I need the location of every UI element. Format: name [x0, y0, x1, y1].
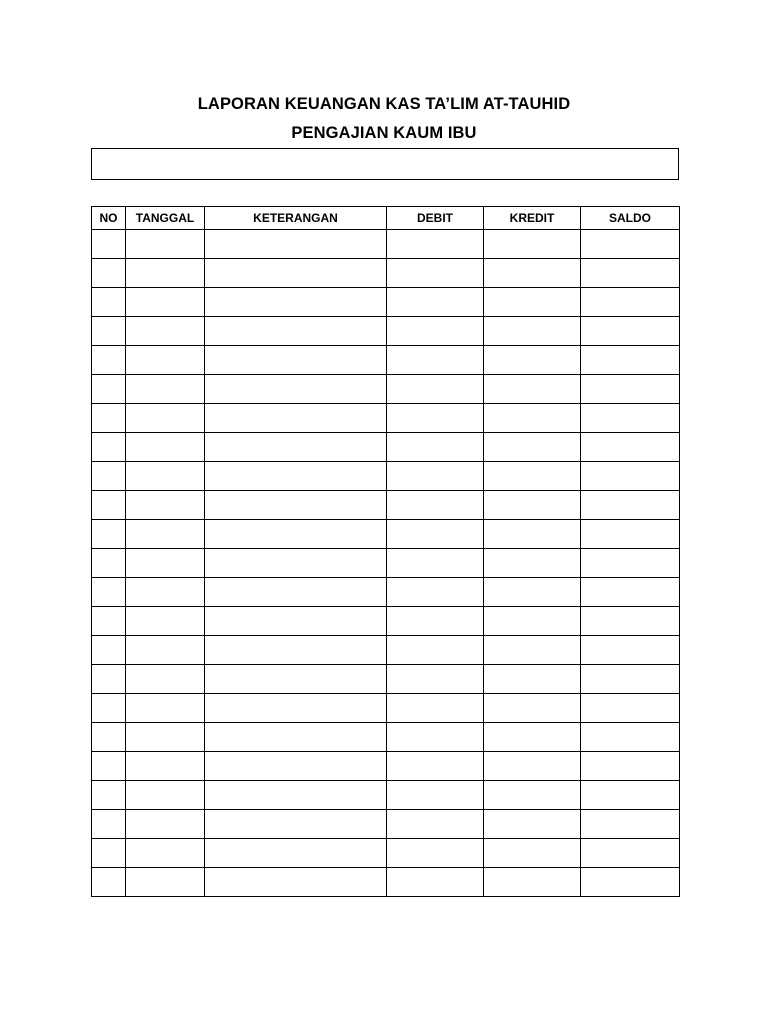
ledger-body: [92, 230, 680, 897]
cell-kredit: [484, 868, 581, 897]
cell-saldo: [581, 665, 680, 694]
table-row: [92, 230, 680, 259]
cell-kredit: [484, 578, 581, 607]
cell-kredit: [484, 433, 581, 462]
cell-debit: [387, 665, 484, 694]
table-row: [92, 752, 680, 781]
cell-tanggal: [126, 839, 205, 868]
column-header-debit: DEBIT: [387, 207, 484, 230]
cell-kredit: [484, 462, 581, 491]
cell-no: [92, 781, 126, 810]
table-row: [92, 317, 680, 346]
table-row: [92, 433, 680, 462]
cell-tanggal: [126, 781, 205, 810]
cell-keterangan: [205, 781, 387, 810]
cell-kredit: [484, 752, 581, 781]
cell-tanggal: [126, 520, 205, 549]
column-header-no: NO: [92, 207, 126, 230]
cell-tanggal: [126, 665, 205, 694]
cell-keterangan: [205, 665, 387, 694]
cell-kredit: [484, 230, 581, 259]
cell-debit: [387, 549, 484, 578]
cell-tanggal: [126, 375, 205, 404]
cell-tanggal: [126, 752, 205, 781]
blank-info-box: [91, 148, 679, 180]
cell-debit: [387, 868, 484, 897]
cell-keterangan: [205, 404, 387, 433]
cell-debit: [387, 433, 484, 462]
cell-saldo: [581, 520, 680, 549]
cell-debit: [387, 491, 484, 520]
cell-saldo: [581, 694, 680, 723]
table-row: [92, 810, 680, 839]
cell-saldo: [581, 868, 680, 897]
cell-no: [92, 491, 126, 520]
cell-kredit: [484, 607, 581, 636]
cell-debit: [387, 607, 484, 636]
cell-saldo: [581, 839, 680, 868]
cell-saldo: [581, 636, 680, 665]
cell-tanggal: [126, 491, 205, 520]
cell-keterangan: [205, 810, 387, 839]
cell-tanggal: [126, 346, 205, 375]
cell-saldo: [581, 462, 680, 491]
cell-debit: [387, 752, 484, 781]
cell-no: [92, 752, 126, 781]
cell-no: [92, 259, 126, 288]
table-row: [92, 868, 680, 897]
cell-kredit: [484, 346, 581, 375]
cell-no: [92, 636, 126, 665]
cell-debit: [387, 230, 484, 259]
cell-tanggal: [126, 868, 205, 897]
cell-kredit: [484, 404, 581, 433]
cell-keterangan: [205, 549, 387, 578]
cell-keterangan: [205, 230, 387, 259]
cell-tanggal: [126, 317, 205, 346]
cell-keterangan: [205, 520, 387, 549]
cell-saldo: [581, 317, 680, 346]
cell-keterangan: [205, 752, 387, 781]
cell-saldo: [581, 781, 680, 810]
cell-keterangan: [205, 491, 387, 520]
cell-debit: [387, 520, 484, 549]
cell-kredit: [484, 491, 581, 520]
cell-tanggal: [126, 723, 205, 752]
cell-saldo: [581, 723, 680, 752]
cell-tanggal: [126, 433, 205, 462]
cell-debit: [387, 404, 484, 433]
cell-keterangan: [205, 694, 387, 723]
table-row: [92, 288, 680, 317]
cell-debit: [387, 578, 484, 607]
cell-debit: [387, 317, 484, 346]
cell-keterangan: [205, 723, 387, 752]
cell-no: [92, 549, 126, 578]
cell-saldo: [581, 752, 680, 781]
cell-tanggal: [126, 259, 205, 288]
cell-keterangan: [205, 259, 387, 288]
cell-no: [92, 346, 126, 375]
cell-saldo: [581, 259, 680, 288]
cell-no: [92, 317, 126, 346]
cell-tanggal: [126, 230, 205, 259]
cell-keterangan: [205, 346, 387, 375]
table-row: [92, 491, 680, 520]
cell-no: [92, 462, 126, 491]
cell-kredit: [484, 723, 581, 752]
cell-no: [92, 665, 126, 694]
cell-keterangan: [205, 578, 387, 607]
cell-saldo: [581, 549, 680, 578]
cell-kredit: [484, 520, 581, 549]
cell-tanggal: [126, 549, 205, 578]
cell-kredit: [484, 781, 581, 810]
cell-keterangan: [205, 868, 387, 897]
cell-saldo: [581, 578, 680, 607]
cell-kredit: [484, 636, 581, 665]
table-row: [92, 781, 680, 810]
cell-saldo: [581, 346, 680, 375]
table-row: [92, 259, 680, 288]
cell-debit: [387, 346, 484, 375]
cell-kredit: [484, 259, 581, 288]
cell-tanggal: [126, 288, 205, 317]
cell-kredit: [484, 549, 581, 578]
column-header-tanggal: TANGGAL: [126, 207, 205, 230]
cell-keterangan: [205, 462, 387, 491]
cell-keterangan: [205, 433, 387, 462]
cell-no: [92, 520, 126, 549]
ledger-header-row: [92, 207, 680, 230]
cell-keterangan: [205, 636, 387, 665]
report-title: LAPORAN KEUANGAN KAS TA’LIM AT-TAUHID: [197, 95, 571, 113]
table-row: [92, 404, 680, 433]
cell-debit: [387, 781, 484, 810]
cell-keterangan: [205, 375, 387, 404]
report-subtitle: PENGAJIAN KAUM IBU: [291, 124, 477, 142]
cell-no: [92, 578, 126, 607]
table-row: [92, 636, 680, 665]
table-row: [92, 578, 680, 607]
cell-debit: [387, 636, 484, 665]
cell-kredit: [484, 375, 581, 404]
cell-saldo: [581, 404, 680, 433]
table-row: [92, 665, 680, 694]
cell-no: [92, 375, 126, 404]
cell-no: [92, 694, 126, 723]
cell-tanggal: [126, 636, 205, 665]
column-header-keterangan: KETERANGAN: [205, 207, 387, 230]
cell-tanggal: [126, 578, 205, 607]
cell-no: [92, 607, 126, 636]
cell-debit: [387, 259, 484, 288]
cell-kredit: [484, 839, 581, 868]
cell-debit: [387, 723, 484, 752]
cell-keterangan: [205, 839, 387, 868]
column-header-kredit: KREDIT: [484, 207, 581, 230]
ledger-table: [91, 206, 680, 897]
cell-saldo: [581, 433, 680, 462]
table-row: [92, 839, 680, 868]
cell-debit: [387, 694, 484, 723]
cell-debit: [387, 375, 484, 404]
cell-no: [92, 868, 126, 897]
cell-no: [92, 810, 126, 839]
cell-kredit: [484, 810, 581, 839]
table-row: [92, 694, 680, 723]
cell-keterangan: [205, 288, 387, 317]
table-row: [92, 375, 680, 404]
table-row: [92, 346, 680, 375]
cell-keterangan: [205, 607, 387, 636]
cell-no: [92, 723, 126, 752]
table-row: [92, 607, 680, 636]
cell-no: [92, 230, 126, 259]
cell-debit: [387, 810, 484, 839]
column-header-saldo: SALDO: [581, 207, 680, 230]
table-row: [92, 462, 680, 491]
cell-debit: [387, 462, 484, 491]
cell-kredit: [484, 317, 581, 346]
cell-saldo: [581, 607, 680, 636]
cell-saldo: [581, 810, 680, 839]
cell-debit: [387, 839, 484, 868]
cell-saldo: [581, 375, 680, 404]
cell-tanggal: [126, 810, 205, 839]
cell-no: [92, 404, 126, 433]
table-row: [92, 549, 680, 578]
cell-tanggal: [126, 694, 205, 723]
cell-kredit: [484, 288, 581, 317]
cell-no: [92, 288, 126, 317]
cell-tanggal: [126, 404, 205, 433]
table-row: [92, 723, 680, 752]
cell-saldo: [581, 491, 680, 520]
cell-kredit: [484, 694, 581, 723]
cell-debit: [387, 288, 484, 317]
cell-keterangan: [205, 317, 387, 346]
cell-no: [92, 433, 126, 462]
cell-tanggal: [126, 607, 205, 636]
cell-saldo: [581, 230, 680, 259]
cell-kredit: [484, 665, 581, 694]
cell-no: [92, 839, 126, 868]
cell-saldo: [581, 288, 680, 317]
table-row: [92, 520, 680, 549]
cell-tanggal: [126, 462, 205, 491]
